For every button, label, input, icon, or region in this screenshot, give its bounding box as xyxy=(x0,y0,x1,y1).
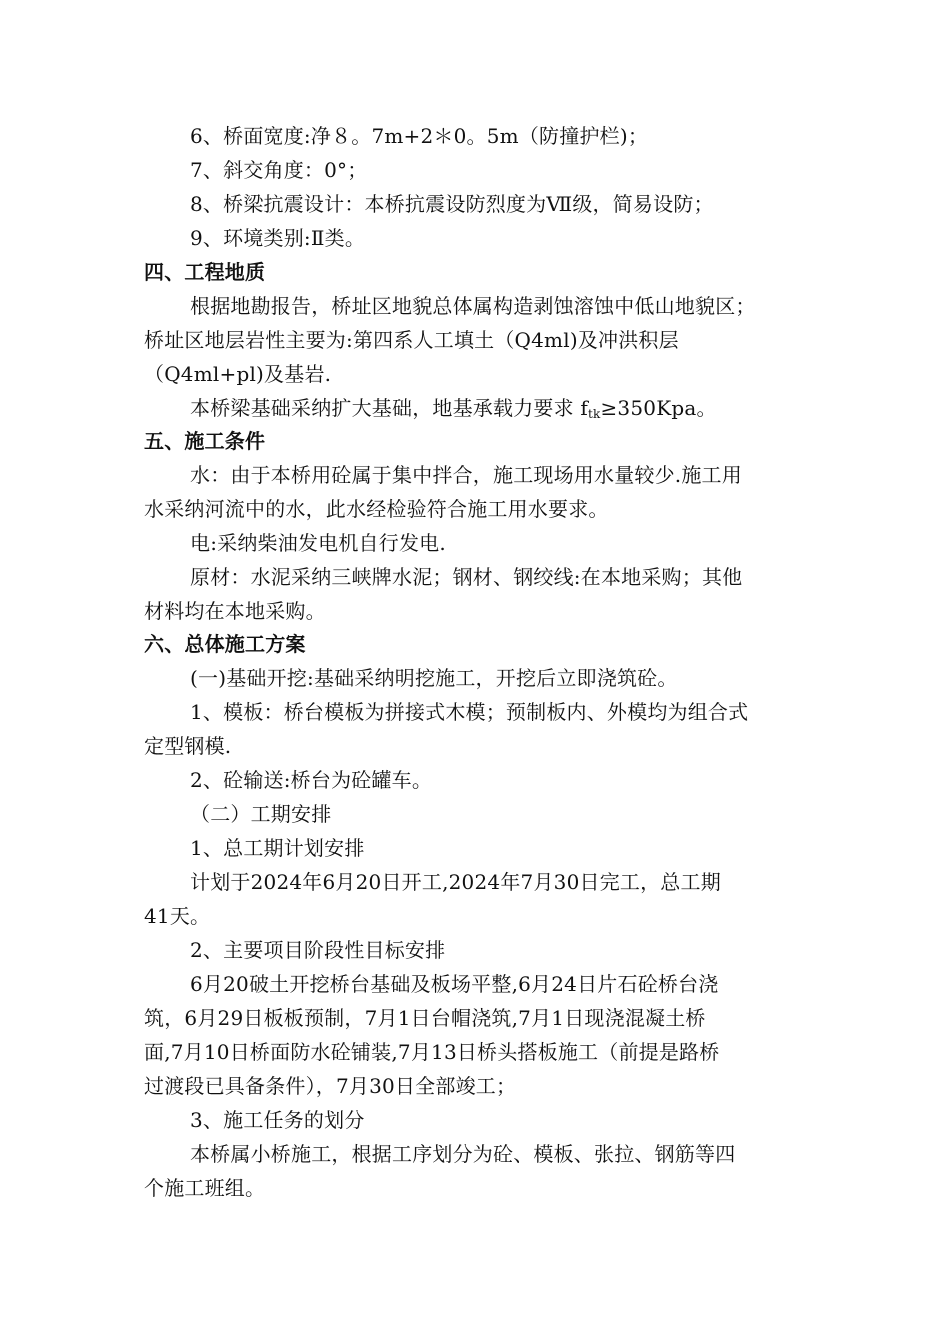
paragraph-text: 本桥梁基础采纳扩大基础，地基承载力要求 f xyxy=(190,396,588,420)
paragraph-line: 个施工班组。 xyxy=(144,1176,266,1200)
paragraph-line: 水采纳河流中的水，此水经检验符合施工用水要求。 xyxy=(144,497,609,521)
paragraph-line: 面,7月10日桥面防水砼铺装,7月13日桥头搭板施工（前提是路桥 xyxy=(144,1040,720,1064)
paragraph-line: 计划于2024年6月20日开工,2024年7月30日完工，总工期 xyxy=(190,870,721,894)
paragraph-line xyxy=(190,396,870,426)
paragraph-line: (一)基础开挖:基础采纳明挖施工，开挖后立即浇筑砼。 xyxy=(190,666,678,690)
paragraph-text: ≥350Kpa。 xyxy=(600,396,717,420)
paragraph-line: （二）工期安排 xyxy=(190,802,332,826)
paragraph-line: 筑，6月29日板板预制，7月1日台帽浇筑,7月1日现浇混凝土桥 xyxy=(144,1006,706,1030)
paragraph-line: 41天。 xyxy=(144,904,211,928)
paragraph-line: （Q4ml+pl)及基岩. xyxy=(144,362,332,386)
paragraph-line: 定型钢模. xyxy=(144,734,232,758)
paragraph-line: 桥址区地层岩性主要为:第四系人工填土（Q4ml)及冲洪积层 xyxy=(144,328,679,352)
section-heading: 四、工程地质 xyxy=(144,260,266,284)
paragraph-line: 过渡段已具备条件），7月30日全部竣工； xyxy=(144,1074,517,1098)
paragraph-line: 3、施工任务的划分 xyxy=(190,1108,365,1132)
paragraph-line: 8、桥梁抗震设计：本桥抗震设防烈度为Ⅶ级，简易设防； xyxy=(190,192,714,216)
paragraph-line: 本桥属小桥施工，根据工序划分为砼、模板、张拉、钢筋等四 xyxy=(190,1142,736,1166)
paragraph-line: 材料均在本地采购。 xyxy=(144,599,326,623)
section-heading: 五、施工条件 xyxy=(144,429,266,453)
section-heading: 六、总体施工方案 xyxy=(144,632,306,656)
subscript-text: tk xyxy=(587,407,601,421)
paragraph-line: 原材：水泥采纳三峡牌水泥；钢材、钢绞线:在本地采购；其他 xyxy=(190,565,743,589)
paragraph-line: 2、砼输送:桥台为砼罐车。 xyxy=(190,768,433,792)
paragraph-line: 7、斜交角度：0°； xyxy=(190,158,368,182)
paragraph-line: 6月20破土开挖桥台基础及板场平整,6月24日片石砼桥台浇 xyxy=(190,972,719,996)
paragraph-line: 6、桥面宽度:净８。7m+2＊0。5m（防撞护栏)； xyxy=(190,124,649,148)
paragraph-line: 水：由于本桥用砼属于集中拌合，施工现场用水量较少.施工用 xyxy=(190,463,742,487)
paragraph-line: 2、主要项目阶段性目标安排 xyxy=(190,938,446,962)
paragraph-line: 根据地勘报告，桥址区地貌总体属构造剥蚀溶蚀中低山地貌区； xyxy=(190,294,756,318)
paragraph-line: 电:采纳柴油发电机自行发电. xyxy=(190,531,446,555)
paragraph-line: 1、总工期计划安排 xyxy=(190,836,365,860)
paragraph-line: 9、环境类别:Ⅱ类。 xyxy=(190,226,366,250)
paragraph-line: 1、模板：桥台模板为拼接式木模；预制板内、外模均为组合式 xyxy=(190,700,749,724)
